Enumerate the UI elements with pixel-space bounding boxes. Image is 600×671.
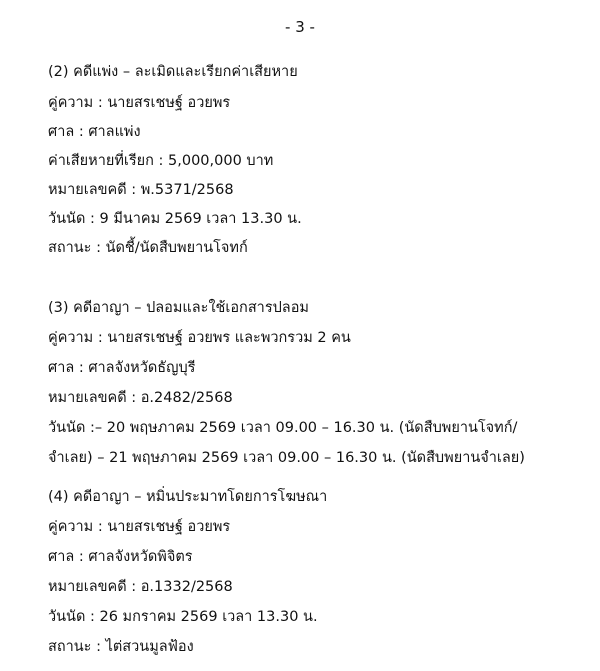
case-2-case-no: หมายเลขคดี : พ.5371/2568 — [48, 182, 234, 198]
case-3-case-no: หมายเลขคดี : อ.2482/2568 — [48, 390, 233, 406]
case-4-status: สถานะ : ไต่สวนมูลฟ้อง — [48, 639, 194, 655]
case-3-date-1: วันนัด :– 20 พฤษภาคม 2569 เวลา 09.00 – 16.30 น. (นัดสืบพยานโจทก์/ — [48, 420, 518, 436]
case-4-court: ศาล : ศาลจังหวัดพิจิตร — [48, 549, 193, 565]
case-4-parties: คู่ความ : นายสรเชษฐ์ อวยพร — [48, 519, 231, 535]
case-2-parties: คู่ความ : นายสรเชษฐ์ อวยพร — [48, 95, 231, 111]
case-3-date-2: จำเลย) – 21 พฤษภาคม 2569 เวลา 09.00 – 16.30 น. (นัดสืบพยานจำเลย) — [48, 450, 525, 466]
case-2-heading: (2) คดีแพ่ง – ละเมิดและเรียกค่าเสียหาย — [48, 64, 298, 80]
case-4-heading: (4) คดีอาญา – หมิ่นประมาทโดยการโฆษณา — [48, 489, 328, 505]
case-2-status: สถานะ : นัดชี้/นัดสืบพยานโจทก์ — [48, 240, 248, 256]
case-4-case-no: หมายเลขคดี : อ.1332/2568 — [48, 579, 233, 595]
case-2-damages: ค่าเสียหายที่เรียก : 5,000,000 บาท — [48, 153, 274, 169]
case-3-heading: (3) คดีอาญา – ปลอมและใช้เอกสารปลอม — [48, 300, 309, 316]
case-2-date: วันนัด : 9 มีนาคม 2569 เวลา 13.30 น. — [48, 211, 302, 227]
case-3-court: ศาล : ศาลจังหวัดธัญบุรี — [48, 360, 196, 376]
case-3-parties: คู่ความ : นายสรเชษฐ์ อวยพร และพวกรวม 2 คน — [48, 330, 351, 346]
case-4-date: วันนัด : 26 มกราคม 2569 เวลา 13.30 น. — [48, 609, 318, 625]
page-number: - 3 - — [285, 18, 315, 36]
case-2-court: ศาล : ศาลแพ่ง — [48, 124, 141, 140]
